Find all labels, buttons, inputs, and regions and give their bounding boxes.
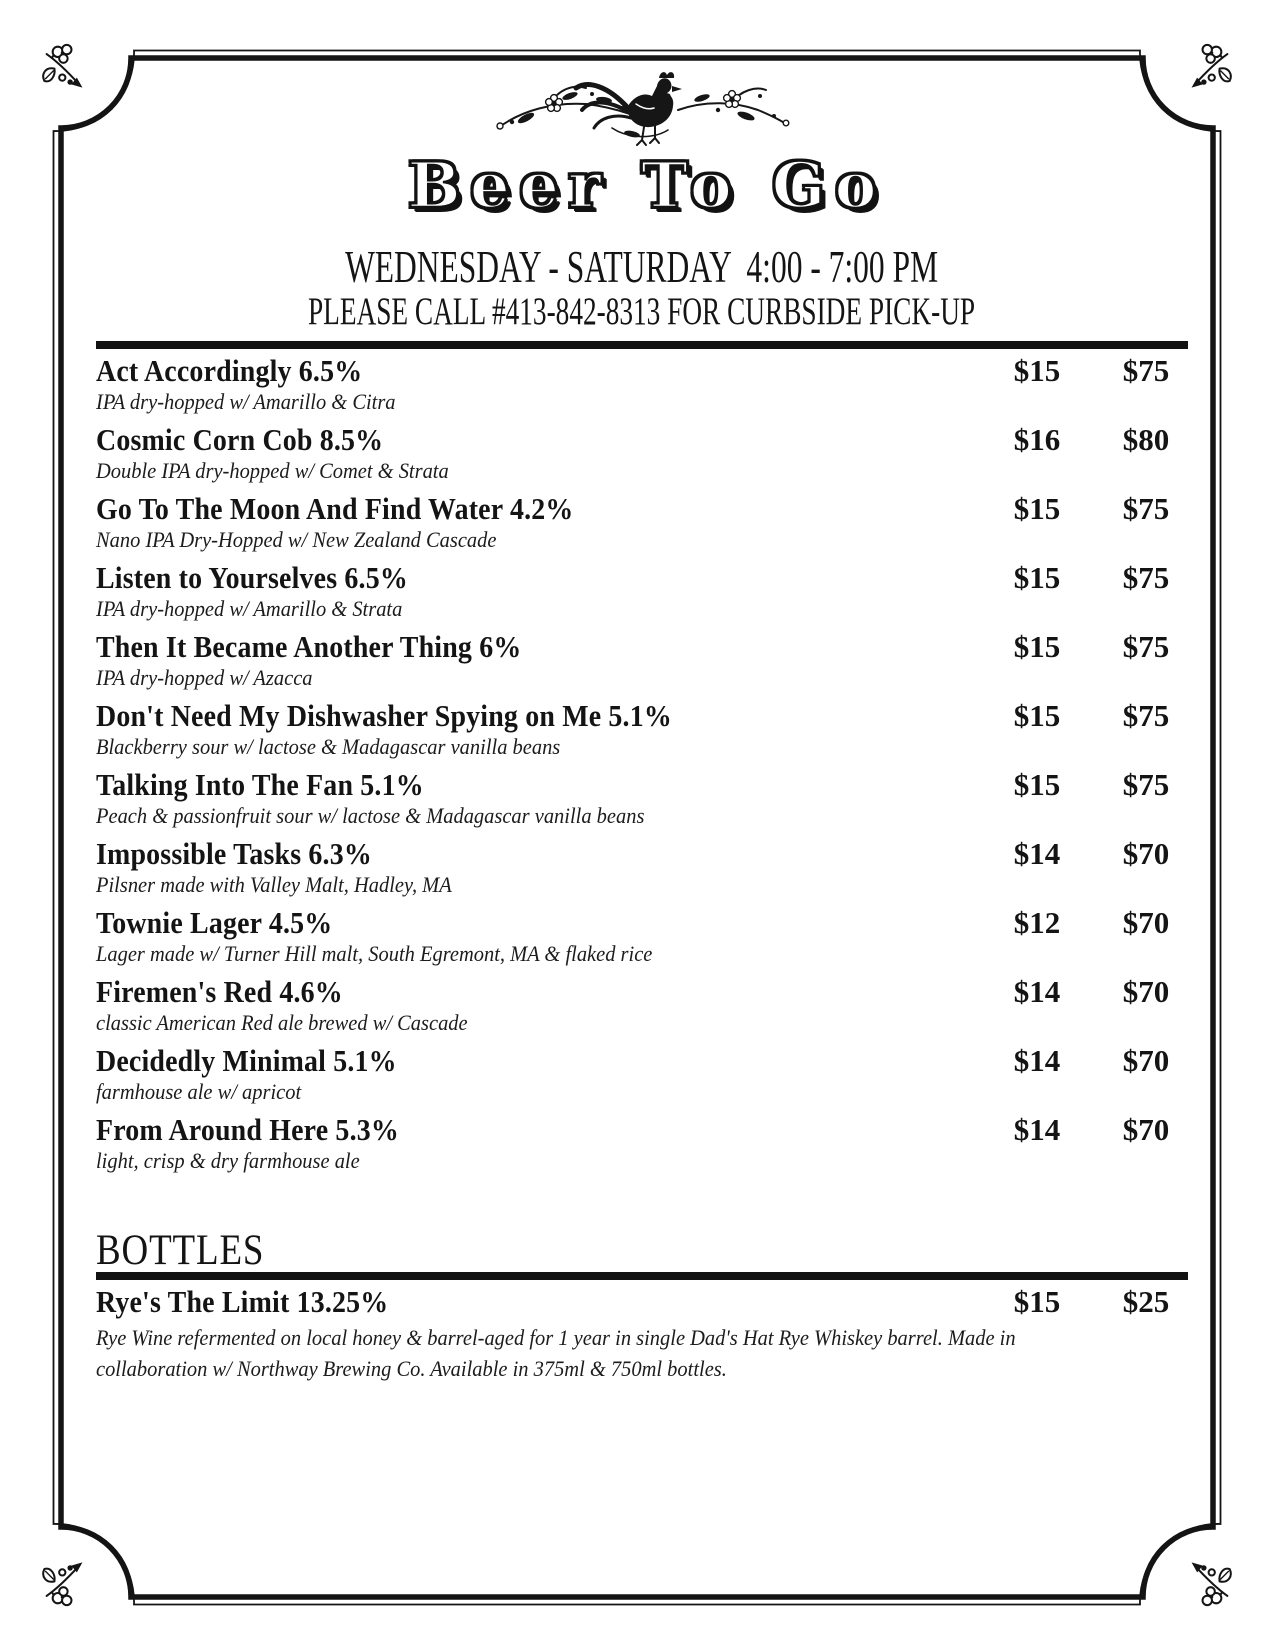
beer-description: Rye Wine refermented on local honey & barrel-aged for 1 year in single Dad's Hat Rye Whiskey barrel. Made in collaboration w/ Northway Brewing Co. Available in 375ml & 750ml bottles.	[96, 1324, 1016, 1381]
price-1: $15	[1013, 1283, 1061, 1319]
beer-name: Listen to Yourselves 6.5%	[96, 559, 408, 595]
price-1: $15	[1013, 697, 1061, 733]
menu-item	[96, 767, 1188, 829]
beer-description: classic American Red ale brewed w/ Cascade	[96, 1009, 468, 1035]
beer-description: Pilsner made with Valley Malt, Hadley, MA	[96, 871, 452, 897]
beer-name: Act Accordingly 6.5%	[96, 352, 363, 388]
price-1: $14	[1013, 1042, 1061, 1078]
page-title: Beer To Go	[407, 148, 886, 222]
flower-right-icon	[724, 91, 741, 108]
menu-item	[96, 698, 1188, 760]
corner-flourish-icon	[43, 45, 82, 88]
price-2: $70	[1122, 973, 1170, 1009]
price-1: $16	[1013, 421, 1061, 457]
price-1: $15	[1013, 559, 1061, 595]
menu-item	[96, 422, 1188, 484]
price-2: $70	[1122, 835, 1170, 871]
price-2: $70	[1122, 904, 1170, 940]
price-2: $70	[1122, 1111, 1170, 1147]
menu-item	[96, 491, 1188, 553]
price-1: $14	[1013, 835, 1061, 871]
flower-left-icon	[546, 95, 563, 112]
beer-name: Cosmic Corn Cob 8.5%	[96, 421, 384, 457]
price-2: $70	[1122, 1042, 1170, 1078]
menu-item	[96, 629, 1188, 691]
beer-description: IPA dry-hopped w/ Amarillo & Citra	[96, 388, 396, 414]
menu-item	[96, 1112, 1188, 1174]
price-1: $15	[1013, 766, 1061, 802]
menu-item	[96, 836, 1188, 898]
beer-name: Then It Became Another Thing 6%	[96, 628, 522, 664]
price-2: $75	[1122, 697, 1170, 733]
hours-line: WEDNESDAY - SATURDAY 4:00 - 7:00 PM	[345, 242, 939, 292]
beer-name: From Around Here 5.3%	[96, 1111, 399, 1147]
beer-name: Firemen's Red 4.6%	[96, 973, 343, 1009]
menu-item	[96, 974, 1188, 1036]
price-2: $75	[1122, 766, 1170, 802]
beer-description: light, crisp & dry farmhouse ale	[96, 1147, 360, 1173]
beer-description: Lager made w/ Turner Hill malt, South Egremont, MA & flaked rice	[96, 940, 653, 966]
rooster-ornament-icon	[492, 66, 792, 150]
beer-description: Peach & passionfruit sour w/ lactose & Madagascar vanilla beans	[96, 802, 645, 828]
beer-description: IPA dry-hopped w/ Amarillo & Strata	[96, 595, 403, 621]
curbside-call-line: PLEASE CALL #413-842-8313 FOR CURBSIDE PICK-UP	[308, 289, 976, 333]
price-1: $12	[1013, 904, 1061, 940]
menu-item	[96, 1043, 1188, 1105]
price-1: $15	[1013, 352, 1061, 388]
bottles-heading: BOTTLES	[96, 1226, 265, 1274]
beer-description: IPA dry-hopped w/ Azacca	[96, 664, 313, 690]
beer-description: Double IPA dry-hopped w/ Comet & Strata	[96, 457, 449, 483]
menu-item	[96, 1284, 1188, 1384]
beer-name: Rye's The Limit 13.25%	[96, 1283, 389, 1319]
price-2: $75	[1122, 352, 1170, 388]
draft-beer-list	[96, 353, 1188, 1174]
beer-name: Decidedly Minimal 5.1%	[96, 1042, 397, 1078]
beer-name: Don't Need My Dishwasher Spying on Me 5.1%	[96, 697, 672, 733]
beer-name: Talking Into The Fan 5.1%	[96, 766, 424, 802]
beer-name: Go To The Moon And Find Water 4.2%	[96, 490, 574, 526]
double-rule	[96, 341, 1188, 347]
menu-item	[96, 905, 1188, 967]
price-2: $75	[1122, 559, 1170, 595]
corner-flourish-icon	[1192, 45, 1231, 88]
corner-flourish-icon	[43, 1562, 82, 1605]
menu-item	[96, 560, 1188, 622]
price-2: $25	[1122, 1283, 1170, 1319]
price-2: $80	[1122, 421, 1170, 457]
menu-item	[96, 353, 1188, 415]
price-1: $14	[1013, 1111, 1061, 1147]
beer-description: Blackberry sour w/ lactose & Madagascar vanilla beans	[96, 733, 561, 759]
beer-description: farmhouse ale w/ apricot	[96, 1078, 302, 1104]
price-1: $15	[1013, 628, 1061, 664]
corner-flourish-icon	[1192, 1562, 1231, 1605]
menu-content	[96, 50, 1188, 1391]
price-1: $14	[1013, 973, 1061, 1009]
beer-description: Nano IPA Dry-Hopped w/ New Zealand Cascade	[96, 526, 497, 552]
price-2: $75	[1122, 490, 1170, 526]
beer-name: Townie Lager 4.5%	[96, 904, 333, 940]
price-2: $75	[1122, 628, 1170, 664]
bottles-list	[96, 1284, 1188, 1384]
beer-name: Impossible Tasks 6.3%	[96, 835, 372, 871]
price-1: $15	[1013, 490, 1061, 526]
